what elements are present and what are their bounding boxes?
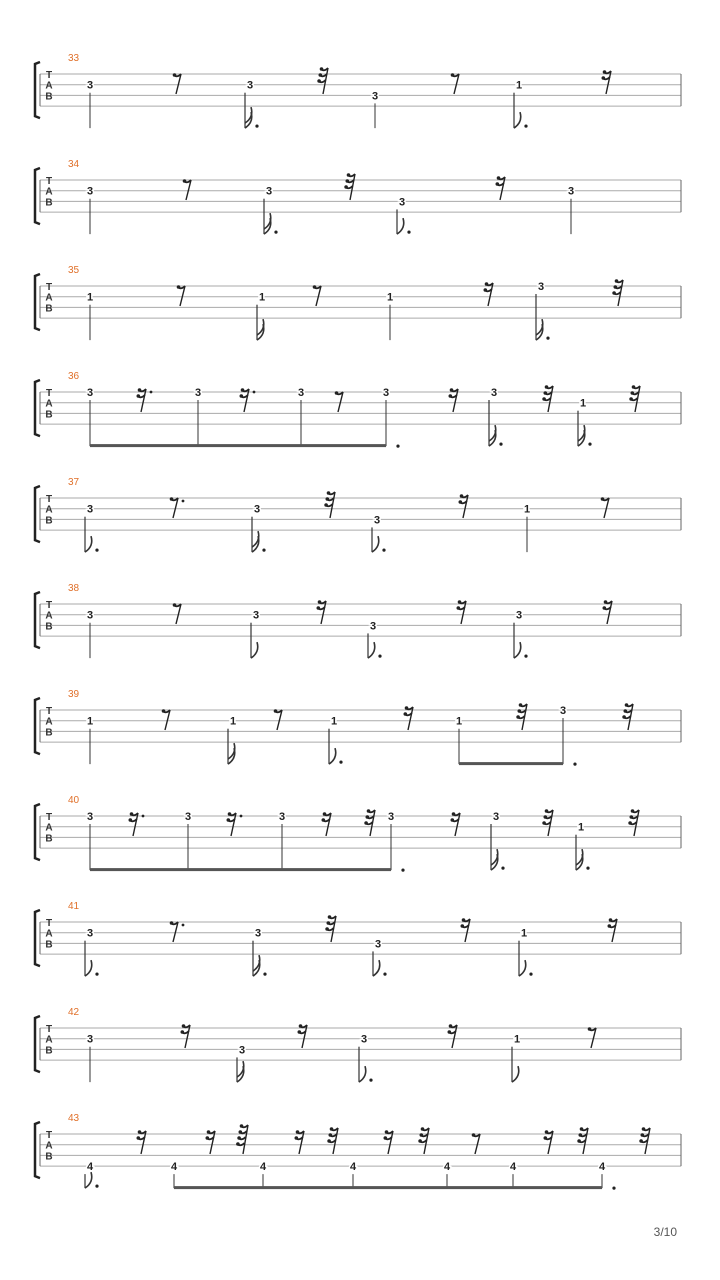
rest-icon [612,279,623,306]
system-bracket [35,274,40,330]
fret-number: 3 [369,620,377,633]
rest-icon [325,915,336,942]
rest-icon [170,921,185,942]
note-flag [514,112,521,128]
fret-number: 1 [579,397,587,410]
dot [524,655,527,658]
fret-number: 4 [86,1161,94,1174]
dot [529,973,532,976]
measure-number: 39 [68,689,80,700]
dot [407,231,410,234]
fret-number: 4 [443,1161,451,1174]
fret-number: 1 [513,1033,521,1046]
dot [396,445,399,448]
fret-number: 3 [265,185,273,198]
fret-number: 4 [170,1161,178,1174]
rest-icon [170,497,185,518]
fret-number: 3 [278,811,286,823]
tab-system [0,371,720,446]
note-flag [251,642,258,658]
fret-number: 1 [330,715,338,728]
tab-system [0,901,720,976]
tab-clef-letter: B [45,91,53,103]
tab-system [0,1113,720,1188]
note-flag [514,642,521,658]
rest-icon [601,497,609,518]
fret-number: 3 [86,387,94,399]
system-bracket [35,486,40,542]
tab-clef-letter: T [45,1130,53,1141]
tab-clef-letter: B [45,621,53,633]
rest-icon [183,179,191,200]
dot [274,231,277,234]
tab-clef-letter: T [45,494,53,505]
tab-clef-letter: A [45,928,53,940]
tab-clef-letter: B [45,197,53,209]
rest-icon [472,1133,480,1154]
fret-number: 3 [297,387,305,399]
tab-clef-letter: T [45,70,53,81]
dot [586,867,589,870]
fret-number: 1 [229,715,237,728]
fret-number: 1 [523,503,531,516]
fret-number: 3 [360,1033,368,1046]
tab-clef-letter: T [45,282,53,293]
system-bracket [35,380,40,436]
fret-number: 3 [86,811,94,823]
tab-clef-letter: B [45,939,53,951]
fret-number: 1 [577,821,585,834]
rest-icon [274,709,282,730]
tab-clef-letter: A [45,80,53,92]
dot [546,337,549,340]
tab-clef-letter: B [45,303,53,315]
note-flag [512,1066,519,1082]
dot [382,549,385,552]
tab-clef-letter: T [45,706,53,717]
note-flag [519,960,526,976]
fret-number: 3 [86,609,94,622]
tab-clef-letter: A [45,398,53,410]
tab-clef-letter: B [45,1045,53,1057]
measure-number: 35 [68,265,80,276]
dot [499,443,502,446]
tab-clef-letter: B [45,1151,53,1163]
fret-number: 1 [86,291,94,304]
dot [262,549,265,552]
tab-clef-letter: A [45,1140,53,1152]
beam [90,444,386,447]
tab-clef-letter: B [45,833,53,845]
tab-clef-letter: A [45,504,53,516]
rest-icon [639,1127,650,1154]
tab-clef-letter: T [45,388,53,399]
fret-number: 4 [598,1161,606,1174]
rest-icon [162,709,170,730]
dot [369,1079,372,1082]
fret-number: 3 [382,387,390,399]
rest-icon [451,73,459,94]
fret-number: 3 [398,196,406,209]
fret-number: 4 [259,1161,267,1174]
fret-number: 3 [86,1033,94,1046]
fret-number: 3 [567,185,575,198]
rest-icon [628,809,639,836]
rest-icon [542,809,553,836]
dot [255,125,258,128]
tab-staff [0,265,720,340]
tab-staff [0,583,720,658]
fret-number: 3 [492,811,500,823]
fret-number: 3 [184,811,192,823]
dot [339,761,342,764]
rest-icon [335,391,343,412]
dot [95,1185,98,1188]
fret-number: 4 [509,1161,517,1174]
tab-clef-letter: T [45,176,53,187]
fret-number: 3 [246,79,254,92]
tab-staff [0,159,720,234]
note-flag [397,218,404,234]
tab-clef-letter: B [45,515,53,527]
rest-icon [577,1127,588,1154]
tab-clef-letter: A [45,822,53,834]
tab-staff [0,689,720,764]
note-flag [85,1172,92,1188]
tab-system [0,795,720,870]
fret-number: 1 [86,715,94,728]
dot [524,125,527,128]
rest-icon [622,703,633,730]
note-flag [359,1066,366,1082]
tab-clef-letter: A [45,716,53,728]
fret-number: 1 [386,291,394,304]
tab-clef-letter: B [45,727,53,739]
dot [95,973,98,976]
tab-clef-letter: A [45,610,53,622]
measure-number: 33 [68,53,80,64]
rest-icon [588,1027,596,1048]
tab-clef-letter: T [45,812,53,823]
measure-number: 41 [68,901,80,912]
measure-number: 38 [68,583,80,594]
fret-number: 3 [238,1044,246,1057]
tab-clef-letter: B [45,409,53,421]
dot [612,1187,615,1190]
dot [588,443,591,446]
system-bracket [35,62,40,118]
dot [573,763,576,766]
system-bracket [35,910,40,966]
page-number: 3/10 [653,1225,677,1239]
tab-clef-letter: T [45,600,53,611]
fret-number: 3 [373,514,381,527]
fret-number: 3 [387,811,395,823]
system-bracket [35,592,40,648]
fret-number: 3 [374,938,382,951]
note-flag [372,536,379,552]
rest-icon [324,491,335,518]
fret-number: 3 [86,185,94,198]
fret-number: 3 [86,927,94,940]
fret-number: 3 [252,609,260,622]
rest-icon [364,809,375,836]
fret-number: 3 [194,387,202,399]
fret-number: 3 [253,503,261,516]
rest-icon [542,385,553,412]
rest-icon [327,1127,338,1154]
beam [459,762,563,765]
tab-staff [0,477,720,552]
rest-icon [629,385,640,412]
dot [501,867,504,870]
rest-icon [177,285,185,306]
note-flag [373,960,380,976]
rest-icon [317,67,328,94]
fret-number: 3 [490,387,498,399]
fret-number: 3 [537,281,545,293]
note-flag [85,960,92,976]
fret-number: 1 [258,291,266,304]
measure-number: 43 [68,1113,80,1124]
fret-number: 3 [515,609,523,622]
tab-system [0,477,720,552]
beam [174,1186,602,1189]
note-flag [368,642,375,658]
fret-number: 1 [520,927,528,940]
tab-staff [0,1007,720,1082]
tab-staff [0,1113,720,1188]
system-bracket [35,1016,40,1072]
beam [90,868,391,871]
tab-clef-letter: T [45,1024,53,1035]
dot [383,973,386,976]
dot [378,655,381,658]
tab-clef-letter: A [45,292,53,304]
measure-number: 37 [68,477,80,488]
fret-number: 3 [371,90,379,103]
tab-system [0,583,720,658]
dot [95,549,98,552]
system-bracket [35,1122,40,1178]
tab-clef-letter: T [45,918,53,929]
fret-number: 3 [254,927,262,940]
fret-number: 1 [455,715,463,728]
measure-number: 40 [68,795,80,806]
rest-icon [313,285,321,306]
fret-number: 1 [515,79,523,92]
tab-system [0,53,720,128]
note-flag [329,748,336,764]
tab-staff [0,371,720,446]
tab-clef-letter: A [45,186,53,198]
measure-number: 42 [68,1007,80,1018]
fret-number: 3 [86,79,94,92]
tab-staff [0,901,720,976]
measure-number: 34 [68,159,80,170]
rest-icon [173,73,181,94]
rest-icon [236,1124,248,1154]
tab-staff [0,53,720,128]
tab-system [0,159,720,234]
fret-number: 3 [559,705,567,717]
fret-number: 3 [86,503,94,516]
tab-system [0,265,720,340]
rest-icon [173,603,181,624]
dot [263,973,266,976]
tab-system [0,1007,720,1082]
tab-clef-letter: A [45,1034,53,1046]
tab-system [0,689,720,764]
note-flag [85,536,92,552]
rest-icon [516,703,527,730]
system-bracket [35,698,40,754]
tab-staff [0,795,720,870]
system-bracket [35,804,40,860]
measure-number: 36 [68,371,80,382]
rest-icon [344,173,355,200]
system-bracket [35,168,40,224]
fret-number: 4 [349,1161,357,1174]
dot [401,869,404,872]
rest-icon [418,1127,429,1154]
